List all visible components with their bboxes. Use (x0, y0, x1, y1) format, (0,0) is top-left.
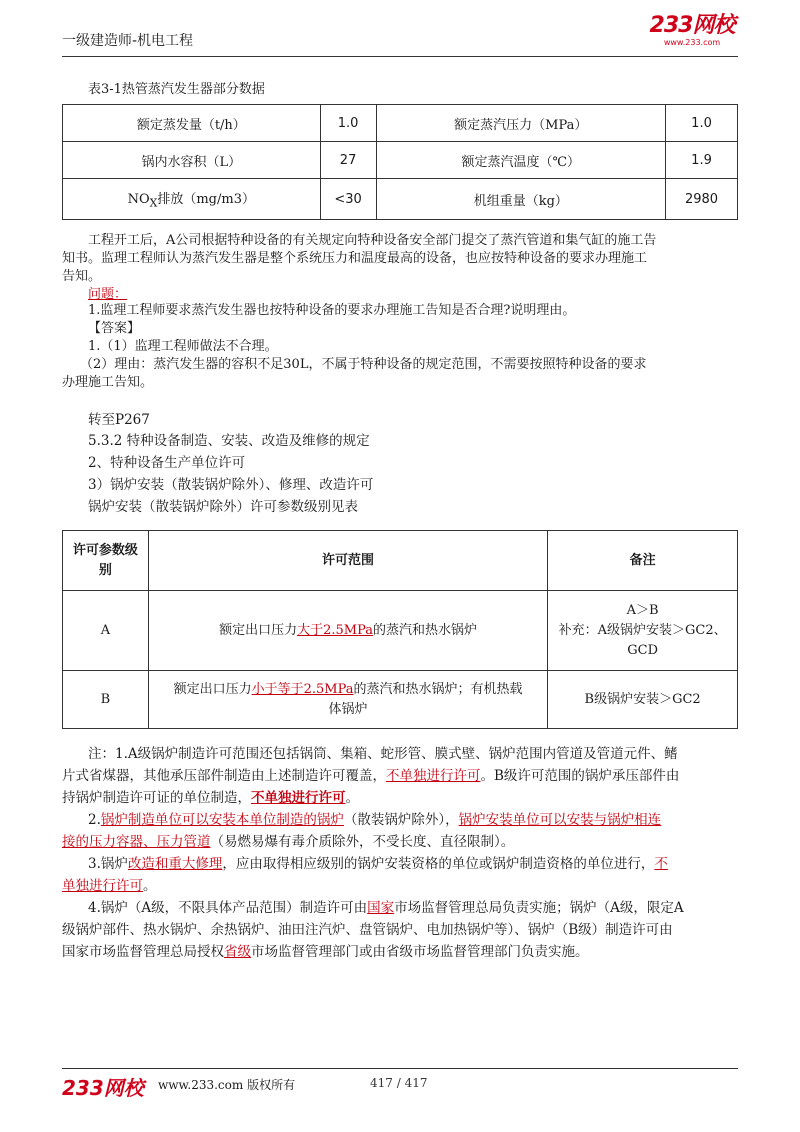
highlight-text: 国家 (367, 900, 395, 916)
column-header: 许可范围 (148, 531, 547, 591)
logo-url: www.233.com (663, 38, 721, 47)
answer-label: 【答案】 (88, 321, 141, 336)
note-line: 补充：A级锅炉安装＞GC2、 (558, 622, 727, 638)
note-line (62, 765, 738, 787)
section-line: 转至P267 (88, 412, 150, 428)
table-cell: A (63, 591, 149, 671)
table-cell: B级锅炉安装＞GC2 (548, 671, 738, 729)
scope-text: 额定出口压力 (219, 622, 298, 638)
table-cell: 额定蒸发量（t/h） (63, 105, 321, 142)
logo-text: 233网校 (649, 13, 735, 38)
scope-text: 额定出口压力 (173, 681, 252, 697)
section-line: 2、特种设备生产单位许可 (88, 455, 246, 471)
table-row (63, 179, 738, 220)
table-cell: 机组重量（kg） (376, 179, 666, 220)
table-cell: 1.9 (666, 142, 738, 179)
highlight-text: 不单独进行许可 (386, 768, 481, 784)
note-line (62, 875, 738, 897)
highlight-text: 锅炉安装单位可以安装与锅炉相连 (458, 812, 662, 828)
note-line (62, 787, 738, 809)
steam-generator-data-table (62, 104, 738, 220)
note-line: 注：1.A级锅炉制造许可范围还包括锅筒、集箱、蛇形管、膜式壁、锅炉范围内管道及管道元件、鳍 (88, 746, 678, 762)
table-row (63, 591, 738, 671)
table-cell: 锅内水容积（L） (63, 142, 321, 179)
note-text: 。B级许可范围的锅炉承压部件由 (480, 768, 680, 784)
table-cell: 额定蒸汽压力（MPa） (376, 105, 666, 142)
footer-divider (62, 1068, 738, 1069)
highlight-text: 接的压力容器、压力管道 (62, 834, 211, 850)
table-cell (148, 591, 547, 671)
note-line (88, 809, 738, 831)
question-text: 1.监理工程师要求蒸汽发生器也按特种设备的要求办理施工告知是否合理?说明理由。 (88, 303, 576, 318)
answer-line: 1.（1）监理工程师做法不合理。 (88, 339, 278, 354)
note-text: （散装锅炉除外）， (343, 812, 459, 828)
note-text: 。 (143, 878, 157, 894)
note-line: GCD (627, 642, 658, 658)
answer-line: 办理施工告知。 (62, 375, 154, 390)
table-cell: 2980 (666, 179, 738, 220)
table-cell: 1.0 (666, 105, 738, 142)
note-text: 国家市场监督管理总局授权 (62, 944, 224, 960)
highlight-text: 锅炉制造单位可以安装本单位制造的锅炉 (100, 812, 344, 828)
section-line: 3）锅炉安装（散装锅炉除外）、修理、改造许可 (88, 477, 374, 493)
table-cell: 1.0 (320, 105, 376, 142)
case-paragraph-line: 工程开工后，A公司根据特种设备的有关规定向特种设备安全部门提交了蒸汽管道和集气缸的施工告 (88, 233, 657, 248)
note-text: 持锅炉制造许可证的单位制造， (62, 790, 251, 806)
note-text: （易燃易爆有毒介质除外，不受长度、直径限制）。 (210, 834, 515, 850)
highlight-text: 省级 (224, 944, 251, 960)
column-header: 备注 (548, 531, 738, 591)
highlight-text: 不单独进行许可 (251, 790, 346, 806)
scope-text: 的蒸汽和热水锅炉 (373, 622, 478, 638)
note-text: 片式省煤器，其他承压部件制造由上述制造许可覆盖， (62, 768, 386, 784)
table-cell: 额定蒸汽温度（℃） (376, 142, 666, 179)
nox-subscript: X (149, 196, 158, 210)
table-cell (148, 671, 547, 729)
note-text: 市场监督管理部门或由省级市场监督管理部门负责实施。 (251, 944, 589, 960)
brand-logo (646, 14, 738, 47)
note-text: 3.锅炉 (88, 856, 128, 872)
nox-label: NO (127, 192, 150, 208)
case-paragraph-line: 知书。监理工程师认为蒸汽发生器是整个系统压力和温度最高的设备，也应按特种设备的要求办理施工 (62, 251, 648, 266)
highlight-text: 小于等于2.5MPa (251, 681, 354, 697)
footer-logo: 233网校 (62, 1076, 144, 1100)
note-line (62, 941, 738, 963)
nox-unit: 排放（mg/m3） (157, 192, 255, 208)
note-text: 市场监督管理总局负责实施；锅炉（A级，限定A (394, 900, 684, 916)
boiler-permit-level-table (62, 530, 738, 729)
column-header: 许可参数级别 (63, 531, 149, 591)
table-row (63, 142, 738, 179)
scope-text: 体锅炉 (328, 701, 368, 717)
note-text: 。 (345, 790, 359, 806)
table1-caption: 表3-1热管蒸汽发生器部分数据 (88, 82, 265, 97)
highlight-text: 不 (654, 856, 668, 872)
note-line (88, 897, 738, 919)
table-row (63, 671, 738, 729)
document-header-title: 一级建造师-机电工程 (62, 33, 194, 49)
case-paragraph-line: 告知。 (62, 269, 102, 284)
note-line (88, 853, 738, 875)
question-label: 问题： (88, 287, 128, 302)
highlight-text: 改造和重大修理 (127, 856, 223, 872)
table-cell: B (63, 671, 149, 729)
note-line (62, 831, 738, 853)
table-cell (548, 591, 738, 671)
header-divider (62, 56, 738, 57)
note-text: 2. (88, 812, 101, 828)
highlight-text: 大于2.5MPa (297, 622, 373, 638)
section-heading: 5.3.2 特种设备制造、安装、改造及维修的规定 (88, 433, 370, 449)
note-text: ，应由取得相应级别的锅炉安装资格的单位或锅炉制造资格的单位进行， (222, 856, 655, 872)
footer-copyright: www.233.com 版权所有 (158, 1078, 296, 1092)
note-text: 4.锅炉（A级，不限具体产品范围）制造许可由 (88, 900, 368, 916)
answer-line: （2）理由：蒸汽发生器的容积不足30L，不属于特种设备的规定范围，不需要按照特种设备的要求 (80, 357, 647, 372)
section-line: 锅炉安装（散装锅炉除外）许可参数级别见表 (88, 499, 358, 515)
note-line: 级锅炉部件、热水锅炉、余热锅炉、油田注汽炉、盘管锅炉、电加热锅炉等）、锅炉（B级）制造许可由 (62, 922, 673, 938)
table-row (63, 105, 738, 142)
highlight-text: 单独进行许可 (62, 878, 143, 894)
table-cell (63, 179, 321, 220)
page-number: 417 / 417 (370, 1076, 428, 1090)
table-cell: 27 (320, 142, 376, 179)
table-header-row (63, 531, 738, 591)
scope-text: 的蒸汽和热水锅炉；有机热载 (353, 681, 523, 697)
table-cell: <30 (320, 179, 376, 220)
note-line: A＞B (626, 602, 659, 618)
